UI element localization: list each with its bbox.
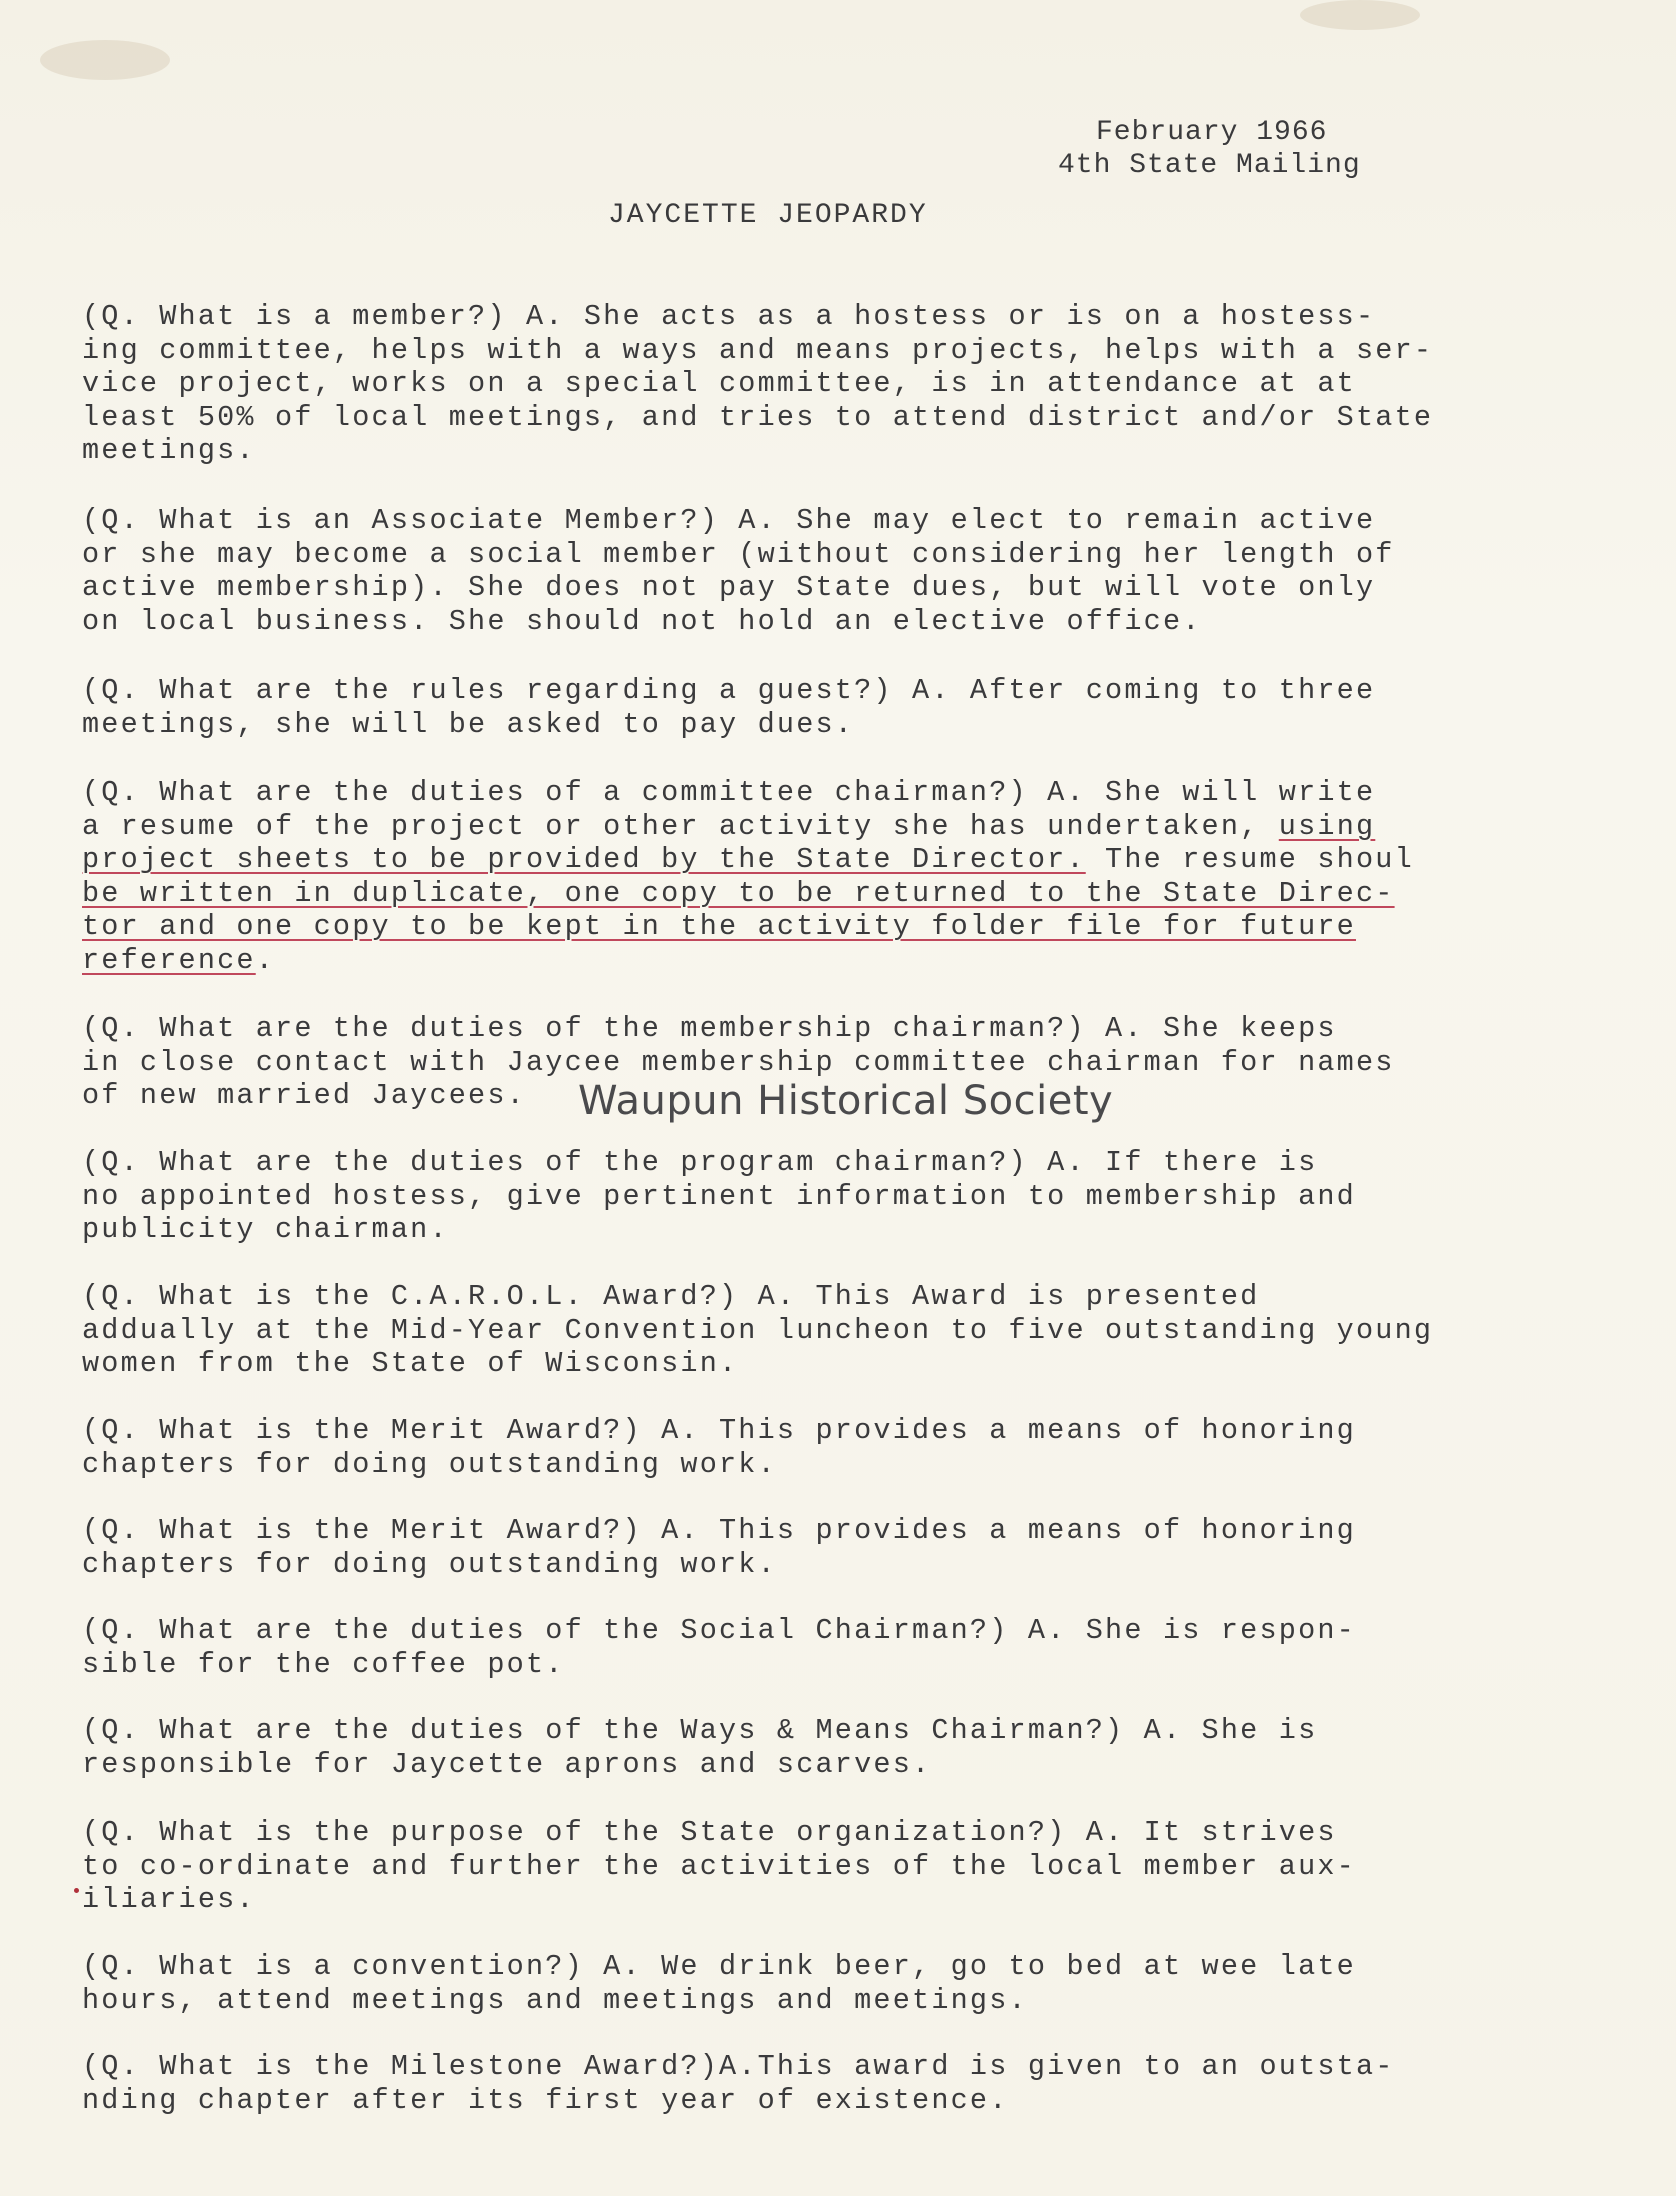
qa-entry-text: (Q. What are the duties of a committee chairman?) A. She will write a resume of the project or other activity she has undertaken, [82, 776, 1376, 843]
qa-entry [82, 776, 1512, 977]
qa-entry: (Q. What is an Associate Member?) A. She may elect to remain active or she may become a social member (without considering her length of active membership). She does not pay State dues, but will vote only on local business. She should not hold an elective office. [82, 504, 1395, 638]
header-date: February 1966 [1096, 117, 1328, 148]
qa-entry: (Q. What is the Merit Award?) A. This provides a means of honoring chapters for doing outstanding work. [82, 1414, 1356, 1481]
header-block [1058, 116, 1361, 182]
qa-entry: (Q. What is the C.A.R.O.L. Award?) A. This Award is presented addually at the Mid-Year Convention luncheon to five outstanding young women from the State of Wisconsin. [82, 1280, 1434, 1380]
paper-stain [1300, 0, 1420, 30]
qa-entry: (Q. What are the duties of the program chairman?) A. If there is no appointed hostess, give pertinent information to membership and publicity chairman. [82, 1146, 1356, 1246]
qa-entry-text: The resume shoul [1105, 843, 1414, 876]
qa-entry: (Q. What is a member?) A. She acts as a hostess or is on a hostess- ing committee, helps with a ways and means projects, helps with a ser- vice project, works on a special committee, is in attendance at at least 50% of local meetings, and tries to attend district and/or State meetings. [82, 300, 1434, 467]
qa-entry: (Q. What is the Milestone Award?)A.This award is given to an outsta- nding chapter after its first year of existence. [82, 2050, 1395, 2117]
qa-entry-underlined: using project sheets to be provided by the State Director. [82, 809, 1376, 876]
qa-entry-underlined: be written in duplicate, one copy to be returned to the State Direc- tor and one copy to be kept in the activity folder file for future reference [82, 876, 1395, 977]
qa-entry: (Q. What is a convention?) A. We drink beer, go to bed at wee late hours, attend meetings and meetings and meetings. [82, 1950, 1356, 2017]
qa-entry: (Q. What are the rules regarding a guest?) A. After coming to three meetings, she will be asked to pay dues. [82, 674, 1376, 741]
qa-entry: (Q. What are the duties of the membership chairman?) A. She keeps in close contact with Jaycee membership committee chairman for names of new married Jaycees. [82, 1012, 1395, 1112]
qa-entry-text: . [255, 943, 276, 977]
header-mailing: 4th State Mailing [1058, 150, 1361, 181]
ink-mark [74, 1888, 79, 1893]
qa-entry: (Q. What are the duties of the Ways & Means Chairman?) A. She is responsible for Jaycette aprons and scarves. [82, 1714, 1318, 1781]
paper-stain [40, 40, 170, 80]
document-title: JAYCETTE JEOPARDY [608, 200, 928, 231]
qa-entry: (Q. What are the duties of the Social Chairman?) A. She is respon- sible for the coffee pot. [82, 1614, 1356, 1681]
watermark-text: Waupun Historical Society [578, 1078, 1114, 1124]
qa-entry: (Q. What is the purpose of the State organization?) A. It strives to co-ordinate and further the activities of the local member aux- iliaries. [82, 1816, 1356, 1916]
qa-entry: (Q. What is the Merit Award?) A. This provides a means of honoring chapters for doing outstanding work. [82, 1514, 1356, 1581]
